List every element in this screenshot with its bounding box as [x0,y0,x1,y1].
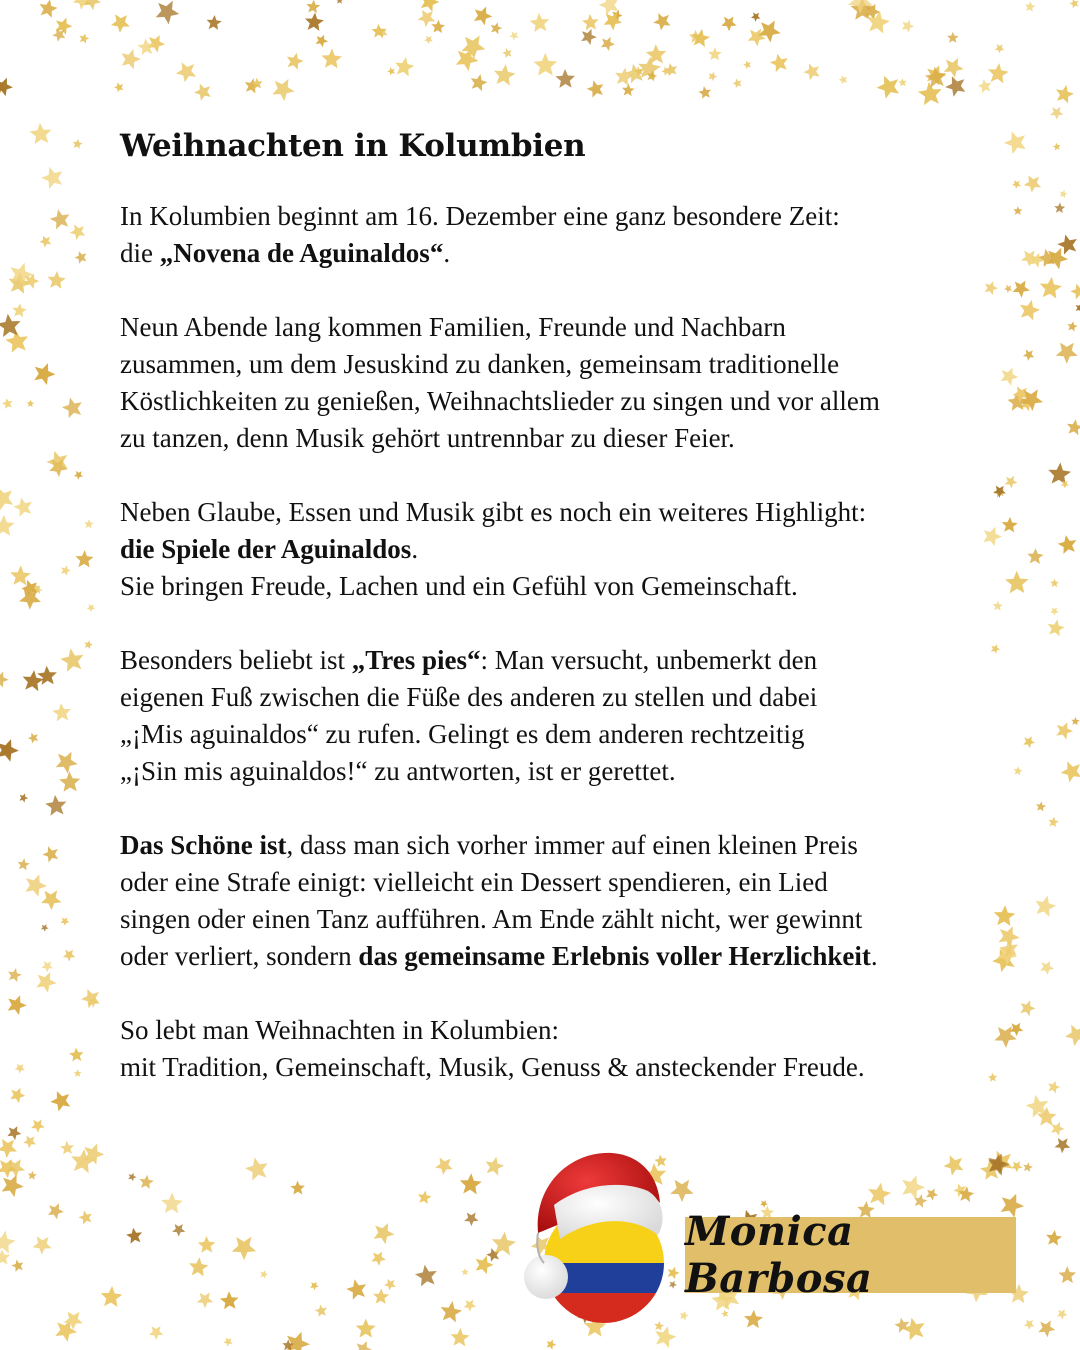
santa-hat-colombia-flag-icon [520,1145,680,1325]
paragraph-line [120,346,980,383]
paragraph-line [120,1012,980,1049]
name-plate [685,1208,1016,1302]
paragraph [120,827,980,975]
body-text: singen oder einen Tanz aufführen. Am Ende zählt nicht, wer gewinnt [120,904,863,934]
body-text: mit Tradition, Gemeinschaft, Musik, Genuss & ansteckender Freude. [120,1052,865,1082]
body-text: . [411,534,419,564]
signature-name: Monica Barbosa [685,1208,873,1302]
body-text: In Kolumbien beginnt am 16. Dezember eine ganz besondere Zeit: [120,201,840,231]
body-text: Köstlichkeiten zu genießen, Weihnachtslieder zu singen und vor allem [120,386,880,416]
article-body [120,198,980,1086]
body-text: . [870,941,878,971]
body-text: So lebt man Weihnachten in Kolumbien: [120,1015,560,1045]
paragraph-line [120,383,980,420]
paragraph-line [120,309,980,346]
paragraph [120,198,980,272]
body-text: oder verliert, sondern [120,941,359,971]
paragraph [120,309,980,457]
paragraph-line [120,531,980,568]
body-text: eigenen Fuß zwischen die Füße des anderen zu stellen und dabei [120,682,818,712]
body-text: oder eine Strafe einigt: vielleicht ein Dessert spendieren, ein Lied [120,867,828,897]
paragraph-line [120,642,980,679]
article [120,124,980,1123]
body-text: : Man versucht, unbemerkt den [480,645,818,675]
body-text: „¡Mis aguinaldos“ zu rufen. Gelingt es dem anderen rechtzeitig [120,719,805,749]
paragraph-line [120,753,980,790]
emphasis-text: die Spiele der Aguinaldos [120,534,412,564]
paragraph-line [120,827,980,864]
body-text: die [120,238,160,268]
body-text: „¡Sin mis aguinaldos!“ zu antworten, ist er gerettet. [120,756,676,786]
paragraph-line [120,1049,980,1086]
body-text: Neun Abende lang kommen Familien, Freunde und Nachbarn [120,312,786,342]
paragraph-line [120,716,980,753]
body-text: Besonders beliebt ist [120,645,352,675]
body-text: Sie bringen Freude, Lachen und ein Gefühl von Gemeinschaft. [120,571,798,601]
body-text: Neben Glaube, Essen und Musik gibt es noch ein weiteres Highlight: [120,497,867,527]
emphasis-text: „Novena de Aguinaldos“ [159,238,444,268]
signature-area [520,1145,1040,1330]
body-text: , dass man sich vorher immer auf einen kleinen Preis [286,830,858,860]
emphasis-text: das gemeinsame Erlebnis voller Herzlichkeit [358,941,871,971]
paragraph-line [120,198,980,235]
paragraph-line [120,235,980,272]
paragraph-line [120,938,980,975]
article-title: Weihnachten in Kolumbien [120,128,586,164]
body-text: . [443,238,451,268]
paragraph-line [120,420,980,457]
paragraph [120,642,980,790]
paragraph-line [120,679,980,716]
paragraph [120,1012,980,1086]
emphasis-text: „Tres pies“ [351,645,481,675]
paragraph-line [120,864,980,901]
body-text: zu tanzen, denn Musik gehört untrennbar zu dieser Feier. [120,423,735,453]
paragraph-line [120,568,980,605]
paragraph-line [120,901,980,938]
emphasis-text: Das Schöne ist [120,830,287,860]
paragraph [120,494,980,605]
paragraph-line [120,494,980,531]
body-text: zusammen, um dem Jesuskind zu danken, gemeinsam traditionelle [120,349,840,379]
